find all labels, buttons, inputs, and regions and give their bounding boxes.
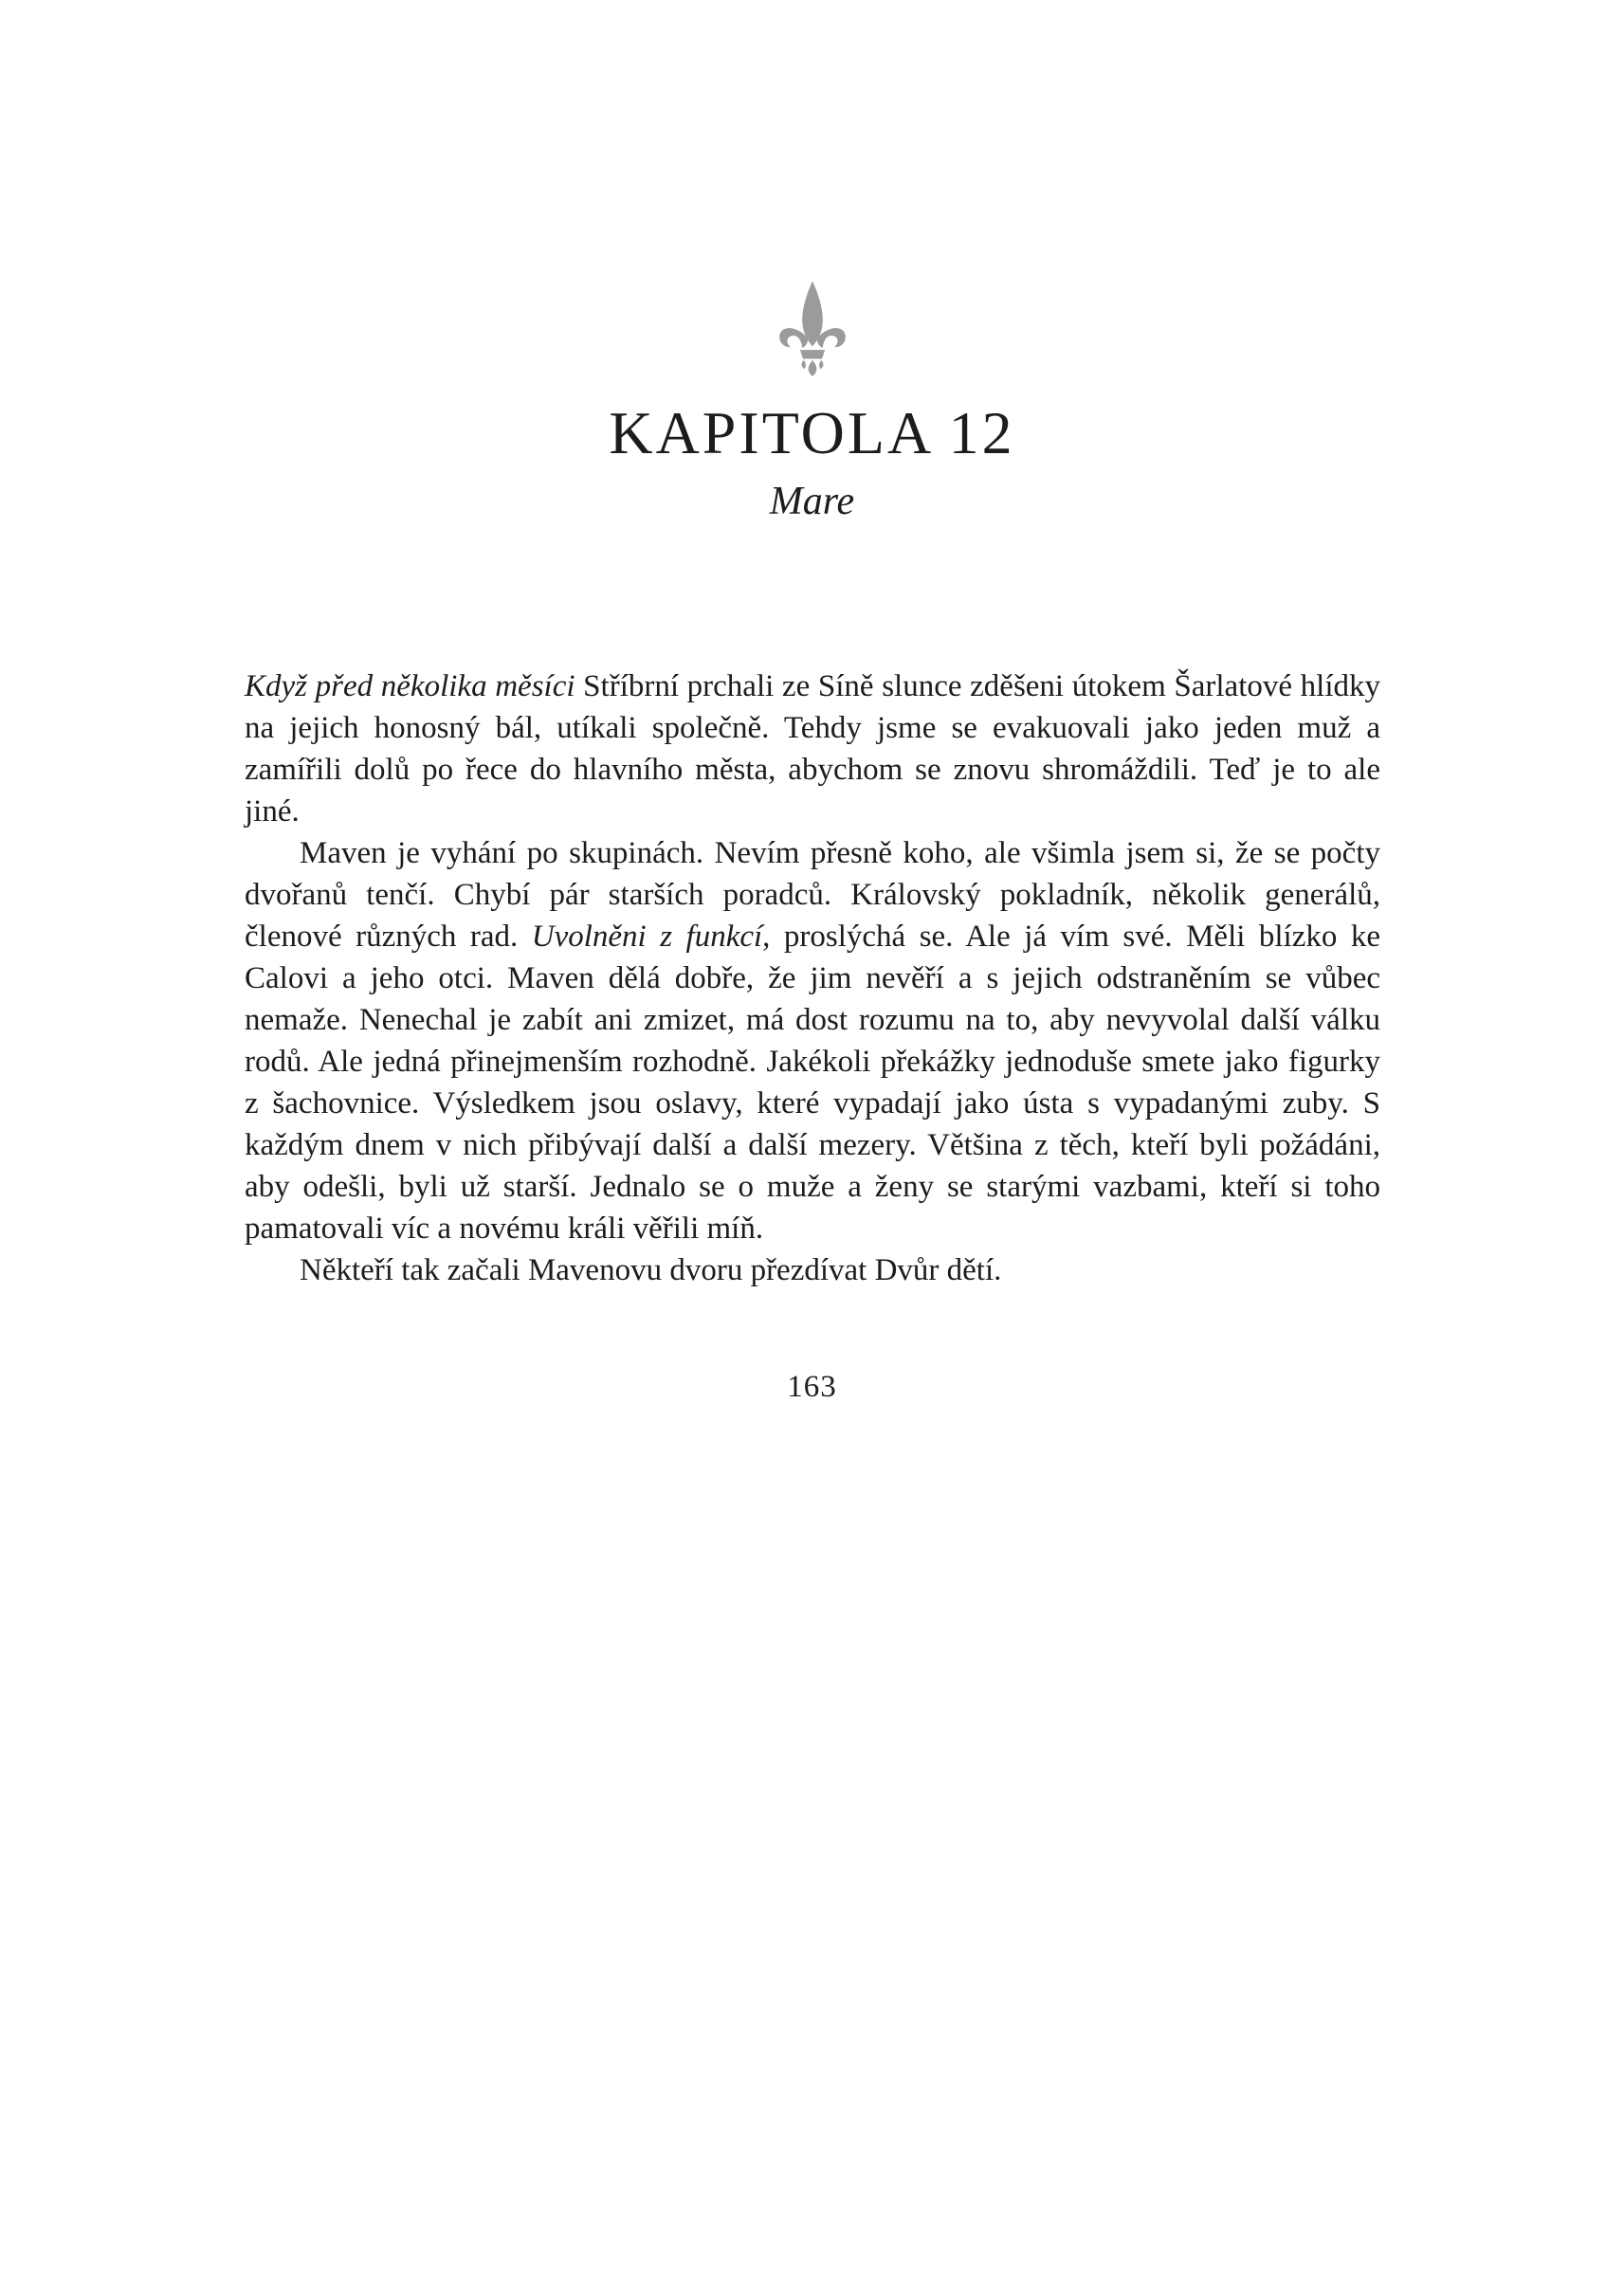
fleur-de-lis-icon — [0, 280, 1624, 376]
text-segment: Někteří tak začali Mavenovu dvoru přezdívat Dvůr dětí. — [300, 1253, 1002, 1287]
text-segment: Maven je vyhání po skupinách. Nevím přesně koho, ale všimla jsem si, že se počty dvořanů tenčí. Chybí pár starších poradců. Královský pokladník, několik generálů, členové různých rad. — [245, 836, 1380, 954]
text-segment: Stříbrní prchali ze Síně slunce zděšeni útokem Šarlatové hlídky na jejich honosný bál, utíkali společně. Tehdy jsme se evakuovali jako jeden muž a zamířili dolů po řece do hlavního města, abychom se znovu shromáždili. Teď je to ale jiné. — [245, 669, 1380, 829]
italic-text-segment: Uvolněni z funkcí — [531, 920, 763, 954]
chapter-subtitle: Mare — [769, 480, 855, 523]
paragraph — [245, 1249, 1380, 1291]
page-number: 163 — [787, 1370, 837, 1404]
chapter-title: KAPITOLA 12 — [609, 399, 1015, 466]
body-text — [245, 665, 1380, 1291]
paragraph — [245, 665, 1380, 832]
italic-text-segment: Když před několika měsíci — [245, 669, 575, 703]
paragraph — [245, 832, 1380, 1249]
text-segment: , proslýchá se. Ale já vím své. Měli blízko ke Calovi a jeho otci. Maven dělá dobře, že jim nevěří a s jejich odstraněním se vůbec nemaže. Nenechal je zabít ani zmizet, má dost rozumu na to, aby nevyvolal další válku rodů. Ale jedná přinejmenším rozhodně. Jakékoli překážky jednoduše smete jako figurky z šachovnice. Výsledkem jsou oslavy, které vypadají jako ústa s vypadanými zuby. S každým dnem v nich přibývají další a další mezery. Většina z těch, kteří byli požádáni, aby odešli, byli už starší. Jednalo se o muže a ženy se starými vazbami, kteří si toho pamatovali víc a novému králi věřili míň. — [245, 920, 1381, 1246]
